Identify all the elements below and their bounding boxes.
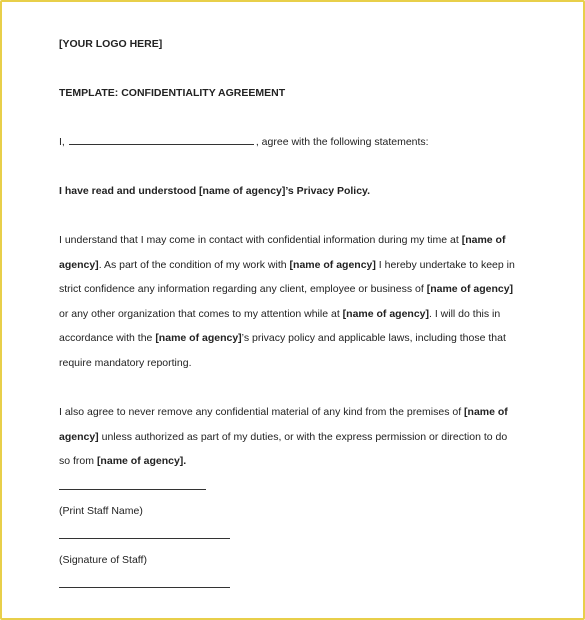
- agency-name-placeholder: [name of agency]: [59, 234, 506, 271]
- agency-name-placeholder: [name of agency]: [342, 307, 430, 320]
- logo-placeholder: [YOUR LOGO HERE]: [59, 38, 163, 50]
- agency-name-placeholder: [name of agency]: [59, 406, 508, 443]
- intro-statement: [59, 136, 429, 148]
- paragraph-text: unless authorized as part of my duties, or with the express permission or direction to do so from: [59, 430, 508, 467]
- intro-prefix: I,: [59, 136, 65, 148]
- agency-name-placeholder: [name of agency]: [155, 332, 242, 344]
- agency-name-placeholder: [name of agency].: [96, 455, 187, 467]
- signature-line: [59, 538, 230, 539]
- paragraph-text: I understand that I may come in contact with confidential information during my time at: [59, 234, 462, 246]
- signature-label: (Signature of Staff): [59, 554, 147, 566]
- print-name-line: [59, 489, 206, 490]
- paragraph-text: I also agree to never remove any confidential material of any kind from the premises of: [59, 406, 465, 418]
- paragraph-text: ’s privacy policy and applicable laws, including those that require mandatory reporting.: [59, 332, 506, 369]
- paragraph-text: . I will do this in accordance with the: [59, 307, 501, 344]
- print-name-label: (Print Staff Name): [59, 505, 143, 517]
- agency-name-placeholder: [name of agency]: [289, 258, 376, 271]
- paragraph-text: I hereby undertake to keep in strict confidence any information regarding any client, employee or business of: [59, 258, 515, 295]
- confidentiality-paragraph: [59, 228, 521, 375]
- material-removal-paragraph: [59, 400, 521, 474]
- agency-name-placeholder: [name of agency]: [426, 283, 514, 295]
- name-blank-line: [69, 143, 254, 145]
- intro-suffix: , agree with the following statements:: [255, 136, 429, 148]
- paragraph-text: or any other organization that comes to my attention while at: [59, 307, 343, 320]
- date-line: [59, 587, 230, 588]
- paragraph-text: . As part of the condition of my work with: [98, 258, 290, 271]
- privacy-policy-statement: I have read and understood [name of agency]’s Privacy Policy.: [59, 185, 371, 197]
- template-title: TEMPLATE: CONFIDENTIALITY AGREEMENT: [59, 87, 286, 99]
